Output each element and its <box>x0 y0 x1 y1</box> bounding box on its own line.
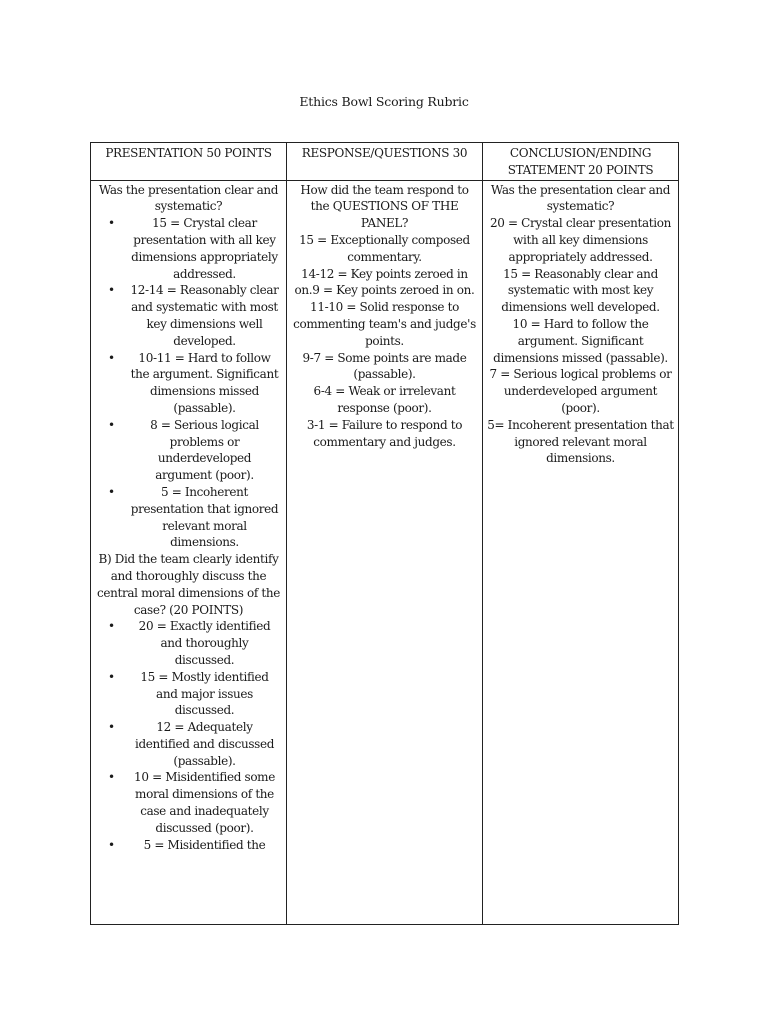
bullet-icon: • <box>108 283 115 298</box>
list-item: • 8 = Serious logical problems or underdeveloped argument (poor). <box>108 417 259 483</box>
conclusion-line: 7 = Serious logical problems or underdeveloped argument (poor). <box>489 367 672 415</box>
bullet-icon: • <box>108 484 115 499</box>
header-conclusion: CONCLUSION/ENDING STATEMENT 20 POINTS <box>483 143 679 181</box>
list-item: • 15 = Crystal clear presentation with all key dimensions appropriately addressed. <box>108 216 278 281</box>
response-cell <box>287 180 483 924</box>
bullet-icon: • <box>108 770 115 785</box>
response-line: 3-1 = Failure to respond to commentary and judges. <box>306 417 463 449</box>
header-response: RESPONSE/QUESTIONS 30 <box>287 143 483 181</box>
header-presentation: PRESENTATION 50 POINTS <box>91 143 287 181</box>
list-item: • 15 = Mostly identified and major issues discussed. <box>108 669 269 718</box>
list-item: • 20 = Exactly identified and thoroughly discussed. <box>108 619 271 667</box>
response-line: 11-10 = Solid response to commenting team's and judge's points. <box>293 300 476 348</box>
conclusion-line: 15 = Reasonably clear and systematic with most key dimensions well developed. <box>501 266 660 315</box>
presentation-cell <box>91 180 287 924</box>
conclusion-cell <box>483 180 679 924</box>
list-item: • 10-11 = Hard to follow the argument. Significant dimensions missed (passable). <box>108 350 279 415</box>
bullet-icon: • <box>108 619 115 634</box>
response-line: 6-4 = Weak or irrelevant response (poor). <box>313 384 456 415</box>
list-item: • 12 = Adequately identified and discussed (passable). <box>108 720 275 768</box>
conclusion-line: 20 = Crystal clear presentation with all key dimensions appropriately addressed. <box>489 216 672 264</box>
page-title: Ethics Bowl Scoring Rubric <box>299 94 469 109</box>
content-row <box>91 180 679 924</box>
list-item: • 5 = Misidentified the <box>108 837 266 852</box>
conclusion-line: 10 = Hard to follow the argument. Significant dimensions missed (passable). <box>493 316 668 365</box>
header-row <box>91 143 679 181</box>
conclusion-line: Was the presentation clear and systematic? <box>490 182 671 214</box>
bullet-icon: • <box>108 350 115 365</box>
presentation-a-list <box>94 215 283 551</box>
list-item: • 12-14 = Reasonably clear and systematic with most key dimensions well developed. <box>108 283 279 348</box>
bullet-icon: • <box>108 837 115 852</box>
response-line: 14-12 = Key points zeroed in on.9 = Key points zeroed in on. <box>294 266 475 298</box>
presentation-question-b: B) Did the team clearly identify and thoroughly discuss the central moral dimensions of the case? (20 POINTS) <box>97 552 280 617</box>
bullet-icon: • <box>108 720 115 735</box>
conclusion-line: 5= Incoherent presentation that ignored relevant moral dimensions. <box>487 417 674 466</box>
response-line: 9-7 = Some points are made (passable). <box>302 350 467 382</box>
bullet-icon: • <box>108 216 115 231</box>
list-item: • 5 = Incoherent presentation that ignored relevant moral dimensions. <box>108 484 279 550</box>
presentation-b-list <box>94 618 283 853</box>
rubric-table <box>90 142 679 925</box>
bullet-icon: • <box>108 669 115 684</box>
presentation-question-a: Was the presentation clear and systematic? <box>98 182 279 214</box>
response-line: 15 = Exceptionally composed commentary. <box>299 232 470 264</box>
bullet-icon: • <box>108 417 115 432</box>
list-item: • 10 = Misidentified some moral dimensions of the case and inadequately discussed (poor). <box>108 770 275 835</box>
response-line: How did the team respond to the QUESTIONS OF THE PANEL? <box>300 182 469 231</box>
